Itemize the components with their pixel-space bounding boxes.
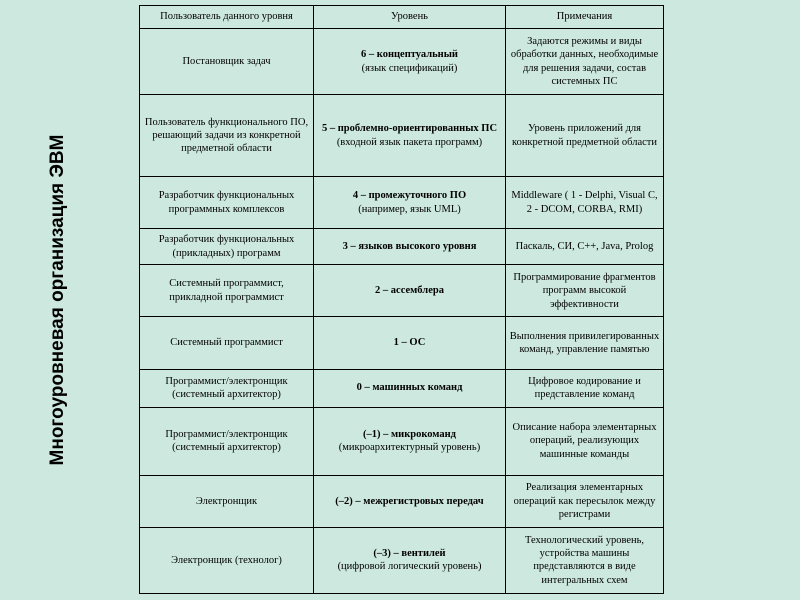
header-user: Пользователь данного уровня: [140, 6, 314, 29]
note-cell: Программирование фрагментов программ высокой эффективности: [506, 265, 664, 317]
table-row: [140, 265, 664, 317]
level-cell: [314, 229, 506, 265]
side-title: Многоуровневая организация ЭВМ: [47, 134, 68, 466]
level-note: (микроархитектурный уровень): [338, 442, 481, 454]
level-cell: [314, 95, 506, 177]
level-name: 1 – ОС: [393, 337, 426, 349]
table-row: [140, 317, 664, 369]
user-cell: Электронщик: [140, 475, 314, 527]
level-note: (цифровой логический уровень): [337, 561, 482, 573]
level-cell: [314, 29, 506, 95]
user-cell: Электронщик (технолог): [140, 527, 314, 593]
level-note: (язык спецификаций): [361, 62, 458, 74]
level-cell: [314, 317, 506, 369]
user-cell: Программист/электронщик (системный архитектор): [140, 369, 314, 407]
note-cell: Паскаль, СИ, С++, Java, Prolog: [506, 229, 664, 265]
user-cell: Постановщик задач: [140, 29, 314, 95]
level-name: 6 – концептуальный: [361, 49, 458, 61]
note-cell: Задаются режимы и виды обработки данных, необходимые для решения задачи, состав системных ПС: [506, 29, 664, 95]
table-row: [140, 95, 664, 177]
level-cell: [314, 177, 506, 229]
level-name: 3 – языков высокого уровня: [342, 241, 477, 253]
levels-table: [139, 5, 664, 594]
table-row: [140, 527, 664, 593]
note-cell: Выполнения привилегированных команд, управление памятью: [506, 317, 664, 369]
level-name: 4 – промежуточного ПО: [352, 190, 467, 202]
user-cell: Пользователь функционального ПО, решающий задачи из конкретной предметной области: [140, 95, 314, 177]
table-header-row: [140, 6, 664, 29]
level-name: (–1) – микрокоманд: [363, 428, 456, 440]
table-row: [140, 229, 664, 265]
level-name: 0 – машинных команд: [356, 382, 463, 394]
user-cell: Программист/электронщик (системный архитектор): [140, 407, 314, 475]
note-cell: Описание набора элементарных операций, реализующих машинные команды: [506, 407, 664, 475]
level-cell: [314, 407, 506, 475]
note-cell: Уровень приложений для конкретной предметной области: [506, 95, 664, 177]
level-name: 2 – ассемблера: [375, 285, 444, 297]
user-cell: Системный программист: [140, 317, 314, 369]
table-row: [140, 369, 664, 407]
header-notes: Примечания: [506, 6, 664, 29]
level-cell: [314, 369, 506, 407]
note-cell: Реализация элементарных операций как пересылок между регистрами: [506, 475, 664, 527]
level-name: 5 – проблемно-ориентированных ПС: [321, 123, 498, 135]
note-cell: Технологический уровень, устройства машины представляются в виде интегральных схем: [506, 527, 664, 593]
header-level: Уровень: [314, 6, 506, 29]
level-note: (входной язык пакета программ): [336, 136, 483, 148]
user-cell: Системный программист, прикладной программист: [140, 265, 314, 317]
note-cell: Middleware ( 1 - Delphi, Visual C, 2 - DCOM, CORBA, RMI): [506, 177, 664, 229]
level-name: (–3) – вентилей: [373, 547, 446, 559]
level-name: (–2) – межрегистровых передач: [335, 495, 484, 507]
table-row: [140, 475, 664, 527]
user-cell: Разработчик функциональных программных комплексов: [140, 177, 314, 229]
user-cell: Разработчик функциональных (прикладных) программ: [140, 229, 314, 265]
table-row: [140, 29, 664, 95]
level-cell: [314, 527, 506, 593]
level-note: (например, язык UML): [358, 203, 461, 215]
note-cell: Цифровое кодирование и представление команд: [506, 369, 664, 407]
level-cell: [314, 475, 506, 527]
level-cell: [314, 265, 506, 317]
table-row: [140, 407, 664, 475]
table-row: [140, 177, 664, 229]
